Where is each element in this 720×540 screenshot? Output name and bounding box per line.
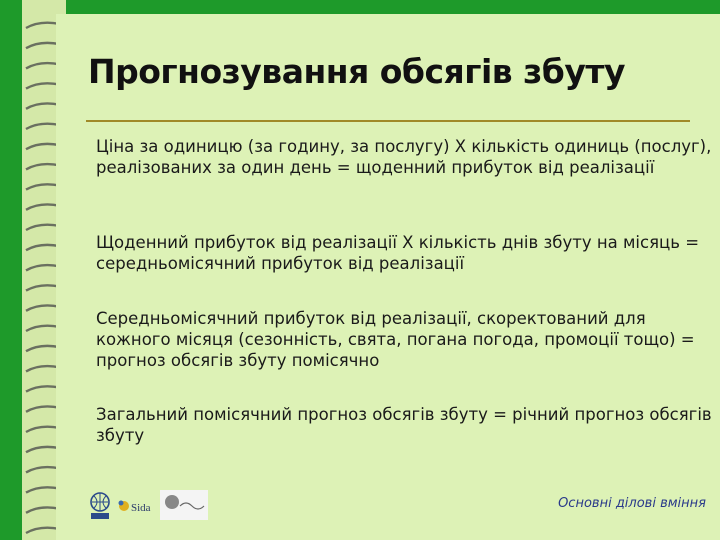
partner-logos <box>88 488 212 522</box>
sida-logo-text: Sida <box>131 502 151 514</box>
bullet-item-2: Щоденний прибуток від реалізації Х кількість днів збуту на місяць = середньомісячний прибуток від реалізації <box>96 233 700 273</box>
third-partner-logo <box>160 490 208 520</box>
sida-logo <box>119 501 151 515</box>
bullet-item-3: Середньомісячний прибуток від реалізації, скоректований для кожного місяця (сезонність, свята, погана погода, промоції тощо) = прогноз обсягів збуту помісячно <box>96 309 695 370</box>
bullet-item-1: Ціна за одиницю (за годину, за послугу) Х кількість одиниць (послуг), реалізованих за один день = щоденний прибуток від реалізації <box>96 137 712 177</box>
slide-title: Прогнозування обсягів збуту <box>88 52 625 91</box>
slide-paper <box>56 14 720 540</box>
title-underline <box>86 120 690 122</box>
ilo-logo <box>91 493 109 519</box>
footer-caption: Основні ділові вміння <box>558 496 706 511</box>
bullet-item-4: Загальний помісячний прогноз обсягів збуту = річний прогноз обсягів збуту <box>96 405 712 445</box>
